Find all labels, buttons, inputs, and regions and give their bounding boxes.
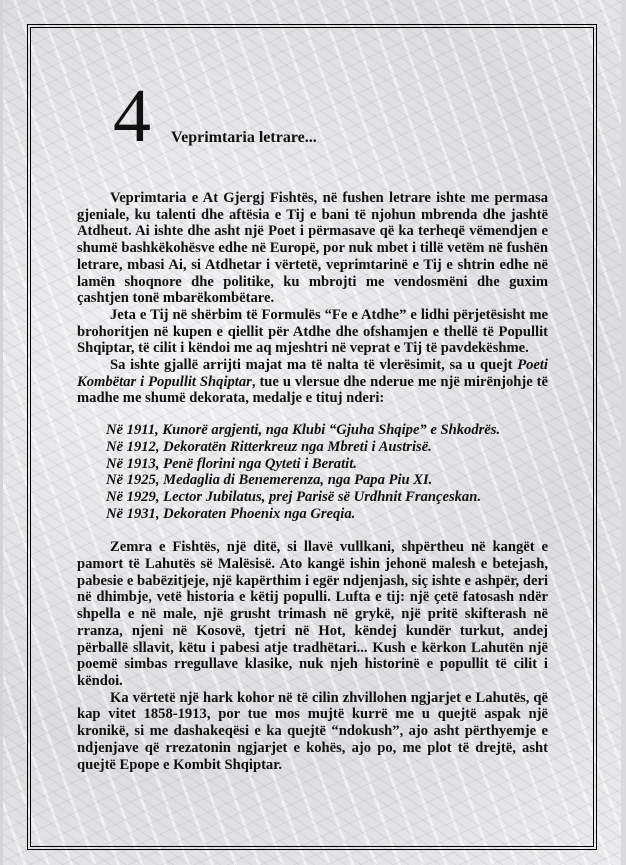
chapter-number: 4 — [113, 74, 151, 158]
italic-title: Poeti Kombëtar i Popullit Shqiptar — [77, 357, 548, 390]
text-run: Sa ishte gjallë arrijti majat ma të nalta të vlerësimit, sa u quejt — [110, 357, 518, 374]
award-item: Në 1929, Lector Jubilatus, prej Parisë së Urdhnit Françeskan. — [106, 488, 481, 505]
award-item: Në 1912, Dekoratën Ritterkreuz nga Mbreti i Austrisë. — [106, 438, 432, 455]
chapter-title: Veprimtaria letrare... — [171, 129, 317, 146]
page-edge-left — [0, 0, 3, 865]
paragraph — [77, 357, 548, 407]
document-body — [77, 190, 548, 773]
paragraph: Jeta e Tij në shërbim të Formulës “Fe e Atdhe” e lidhi përjetësisht me brohoritjen në kupen e qiellit për Atdhe dhe ofshamjen e thellë të Popullit Shqiptar, të cilit i këndoi me aq mjeshtri në veprat e Tij të pavdekëshme. — [77, 306, 548, 357]
award-item: Në 1931, Dekoraten Phoenix nga Greqia. — [106, 505, 356, 522]
paragraph: Veprimtaria e At Gjergj Fishtës, në fushen letrare ishte me permasa gjeniale, ku talenti dhe aftësia e Tij e bani të njohun mbrenda dhe jashtë Atdheut. Ai ishte dhe asht një Poet i përmasave që ka terheqë vëmendjen e shumë bashkëkohësve edhe në Europë, por nuk mbet i tillë vetëm në fushën letrare, mbasi Ai, si Atdhetar i vërtetë, veprimtarinë e Tij e shtrin edhe në lamën shoqnore dhe politike, ku mbrojti me vendosmëni dhe guxim çashtjen tonë mbarëkombëtare. — [77, 190, 548, 307]
text-run: , tue u vlersue dhe nderue me një mirënjohje të madhe me shumë dekorata, medalje e tituj nderi: — [77, 373, 548, 407]
award-item: Në 1913, Penë florini nga Qyteti i Beratit. — [106, 455, 357, 472]
awards-list — [106, 422, 548, 522]
award-item: Në 1911, Kunorë argjenti, nga Klubi “Gjuha Shqipe” e Shkodrës. — [106, 422, 501, 439]
page-edge-right — [621, 0, 626, 865]
award-item: Në 1925, Medaglia di Benemerenza, nga Papa Piu XI. — [106, 472, 433, 489]
paragraph: Ka vërtetë një hark kohor në të cilin zhvillohen ngjarjet e Lahutës, që kap vitet 1858-1913, por tue mos mujtë kurrë me u quejtë aspak një kronikë, si me dashakeqësi e ka quejtë “ndokush”, ajo asht përthyemje e ndjenjave që rrezatonin ngjarjet e kohës, ajo po, me plot të drejtë, asht quejtë Epope e Kombit Shqiptar. — [77, 689, 548, 773]
paragraph: Zemra e Fishtës, një ditë, si llavë vullkani, shpërtheu në kangët e pamort të Lahutës së Malësisë. Ato kangë ishin jehonë malesh e betejash, pabesie e babëzitjeje, një kapërthim i egër ndjenjash, siç ishte e ashpër, deri në dhimbje, vetë historia e këtij populli. Lufta e tij: një çetë fatosash ndër shpella e në male, një grusht trimash në grykë, një pritë skifterash në rranza, njeni në Kosovë, tjetri në Hot, këndej kundër turkut, andej përballë sllavit, këtu i pabesi atje tradhëtari... Kush e kërkon Lahutën një poemë simbas rregullave klasike, nuk njeh historinë e popullit të cilit i këndoi. — [77, 539, 548, 689]
